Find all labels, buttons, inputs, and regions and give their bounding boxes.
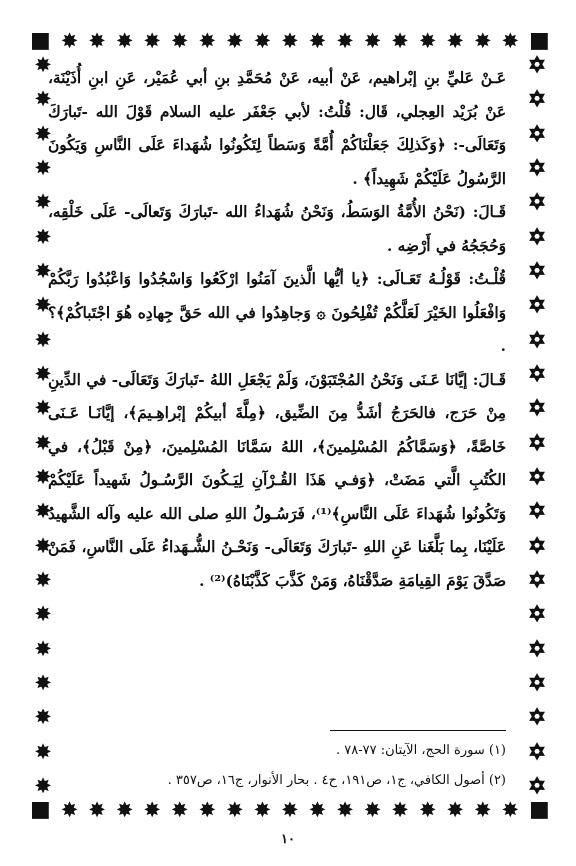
- star-ornament-icon: ✸: [281, 798, 299, 822]
- star-outline-ornament-icon: ✡: [528, 293, 546, 318]
- star-ornament-icon: ✸: [501, 29, 520, 53]
- page-number: ١٠: [281, 832, 295, 847]
- star-ornament-icon: ✸: [363, 29, 382, 53]
- star-ornament-icon: ✸: [143, 29, 161, 53]
- paragraph-1: عَـنْ عَليِّ بنِ إبْراهيم، عَنْ أبيه، عَنْ مُحَمَّدِ بنِ أبي عُمَيْر، عَنِ ابنِ أُذَيْنَة، عَنْ بُرَيْد العِجلي، قَال: قُلْتُ: لأبي جَعْفَر عليه السلام قَوْلَ الله -تَبارَكَ وَتَعَالَى-: ﴿وَكَذلِكَ جَعَلْنَاكُمْ أُمَّةً وَسَطاً لِتَكُونُوا شُهَداءَ عَلَى النَّاسِ وَيَكُونَ الرَّسُولُ عَلَيْكُمْ شَهِيداً﴾ .: [48, 69, 506, 188]
- star-ornament-icon: ✸: [88, 29, 106, 53]
- star-ornament-icon: ✸: [226, 798, 244, 822]
- star-outline-ornament-icon: ✡: [528, 739, 546, 764]
- border-top: [30, 28, 550, 54]
- footnote-2: (٢) أصول الكافي، ج١، ص١٩١، ح٤ . بحار الأنوار، ج١٦، ص٣٥٧ .: [167, 773, 506, 788]
- star-ornament-icon: ✸: [226, 29, 244, 53]
- footnote-1: (١) سورة الحج، الآيتان: ٧٧-٧٨ .: [336, 743, 506, 758]
- star-outline-ornament-icon: ✡: [528, 636, 546, 661]
- star-outline-ornament-icon: ✡: [528, 430, 546, 455]
- footnote-divider: [330, 730, 506, 731]
- star-ornament-icon: ✸: [308, 798, 327, 822]
- star-ornament-icon: ✸: [391, 798, 409, 822]
- star-outline-ornament-icon: ✡: [528, 121, 546, 146]
- star-ornament-icon: ✸: [115, 798, 134, 822]
- paragraph-2: قَـالَ: (نَحْنُ الأُمَّةُ الوَسَطُ، وَنَحْنُ شُهَداءُ الله -تَبارَكَ وَتَعالَى- عَلَى خَلْقِه، وَحُجَجُهُ في أَرْضِه .: [48, 203, 506, 255]
- star-ornament-icon: ✸: [34, 773, 52, 798]
- star-outline-ornament-icon: ✡: [528, 533, 546, 558]
- star-ornament-icon: ✸: [34, 327, 52, 352]
- star-ornament-icon: ✸: [34, 533, 52, 558]
- star-ornament-icon: ✸: [336, 29, 354, 53]
- star-ornament-icon: ✸: [473, 29, 492, 53]
- star-ornament-icon: ✸: [34, 705, 52, 730]
- star-outline-ornament-icon: ✡: [528, 773, 546, 798]
- star-ornament-icon: ✸: [143, 798, 161, 822]
- star-ornament-icon: ✸: [34, 155, 52, 180]
- star-ornament-icon: ✸: [34, 602, 52, 627]
- star-ornament-icon: ✸: [34, 464, 52, 489]
- star-ornament-icon: ✸: [446, 798, 464, 822]
- star-ornament-icon: ✸: [115, 29, 134, 53]
- paragraph-3: قُلْـتُ: قَوْلُـهُ تَعَـالَى: ﴿يا أيُّها الَّذينَ آمَنُوا ارْكَعُوا وَاسْجُدُوا وَاعْبُدُوا رَبَّكُمْ وَافْعَلُوا الخَيْرَ لَعَلَّكُمْ تُفْلِحُونَ ۞ وَجاهِدُوا في الله حَقَّ جِهادِه هُوَ اجْتَباكُمْ﴾؟ .: [48, 270, 506, 355]
- star-outline-ornament-icon: ✡: [528, 327, 546, 352]
- star-outline-ornament-icon: ✡: [528, 464, 546, 489]
- star-ornament-icon: ✸: [170, 29, 189, 53]
- corner-ornament-icon: ■: [30, 797, 51, 822]
- star-ornament-icon: ✸: [88, 798, 106, 822]
- star-outline-ornament-icon: ✡: [528, 602, 546, 627]
- star-ornament-icon: ✸: [34, 258, 52, 283]
- star-ornament-icon: ✸: [34, 293, 52, 318]
- star-ornament-icon: ✸: [34, 190, 52, 215]
- star-ornament-icon: ✸: [391, 29, 409, 53]
- star-ornament-icon: ✸: [253, 798, 272, 822]
- star-ornament-icon: ✸: [446, 29, 464, 53]
- hadith-text: [48, 62, 506, 598]
- star-ornament-icon: ✸: [308, 29, 327, 53]
- border-bottom: [30, 797, 550, 823]
- star-outline-ornament-icon: ✡: [528, 224, 546, 249]
- star-outline-ornament-icon: ✡: [528, 670, 546, 695]
- star-ornament-icon: ✸: [363, 798, 382, 822]
- star-ornament-icon: ✸: [336, 798, 354, 822]
- corner-ornament-icon: ■: [529, 797, 550, 822]
- star-ornament-icon: ✸: [198, 798, 217, 822]
- star-outline-ornament-icon: ✡: [528, 361, 546, 386]
- star-ornament-icon: ✸: [34, 396, 52, 421]
- star-outline-ornament-icon: ✡: [528, 567, 546, 592]
- star-ornament-icon: ✸: [281, 29, 299, 53]
- star-ornament-icon: ✸: [60, 798, 79, 822]
- star-ornament-icon: ✸: [198, 29, 217, 53]
- star-ornament-icon: ✸: [34, 87, 52, 112]
- corner-ornament-icon: ■: [529, 28, 550, 53]
- star-outline-ornament-icon: ✡: [528, 190, 546, 215]
- star-ornament-icon: ✸: [34, 224, 52, 249]
- star-ornament-icon: ✸: [170, 798, 189, 822]
- star-ornament-icon: ✸: [34, 567, 52, 592]
- star-outline-ornament-icon: ✡: [528, 53, 546, 77]
- star-ornament-icon: ✸: [418, 29, 437, 53]
- star-ornament-icon: ✸: [34, 361, 52, 386]
- star-ornament-icon: ✸: [60, 29, 79, 53]
- star-outline-ornament-icon: ✡: [528, 258, 546, 283]
- star-outline-ornament-icon: ✡: [528, 499, 546, 524]
- star-ornament-icon: ✸: [473, 798, 492, 822]
- star-ornament-icon: ✸: [34, 499, 52, 524]
- star-ornament-icon: ✸: [253, 29, 272, 53]
- star-outline-ornament-icon: ✡: [528, 396, 546, 421]
- star-ornament-icon: ✸: [34, 121, 52, 146]
- star-outline-ornament-icon: ✡: [528, 87, 546, 112]
- star-ornament-icon: ✸: [34, 636, 52, 661]
- corner-ornament-icon: ■: [30, 28, 51, 53]
- star-ornament-icon: ✸: [34, 739, 52, 764]
- star-ornament-icon: ✸: [34, 53, 52, 77]
- star-ornament-icon: ✸: [34, 670, 52, 695]
- star-ornament-icon: ✸: [501, 798, 520, 822]
- star-outline-ornament-icon: ✡: [528, 155, 546, 180]
- paragraph-4: قَـالَ: إيَّانَا عَـنَى وَنَحْنُ المُجْتَبَوْنَ، وَلَمْ يَجْعَلِ اللهُ -تَبارَكَ وَتَعَالَى- في الدِّينِ مِنْ حَرَج، فالحَرَجُ أشَدُّ مِنَ الضِّيق، ﴿مِلَّةَ أبيكُمْ إبْراهِـيمَ﴾، إيَّانَـا عَـنَى خَاصَّةً، ﴿وَسَمَّاكُمُ المُسْلِمينَ﴾، اللهُ سَمَّانَا المُسْلِمينَ، ﴿مِنْ قَبْلُ﴾، في الكُتُبِ الَّتي مَضَتْ، ﴿وَفـي هَذَا القُـرْآنِ لِيَـكُونَ الرَّسُـولُ شَهيداً عَلَيْكُمْ وَتَكُونُوا شُهَداءَ عَلَى النَّاسِ﴾⁽¹⁾، فَرَسُـولُ اللهِ صلى الله عليه وآله الشَّهيدُ عَلَيْنَا، بِما بَلَّغَنا عَنِ اللهِ -تَبارَكَ وَتَعَالَى- وَنَحْـنُ الشُّـهَداءُ عَلَى النَّاسِ، فَمَنْ صَدَّقَ يَوْمَ القِيامَةِ صَدَّقْنَاهُ، وَمَنْ كَذَّبَ كَذَّبْنَاهُ)⁽²⁾ .: [48, 370, 506, 590]
- star-ornament-icon: ✸: [418, 798, 437, 822]
- border-right: [524, 54, 550, 797]
- star-outline-ornament-icon: ✡: [528, 705, 546, 730]
- star-ornament-icon: ✸: [34, 430, 52, 455]
